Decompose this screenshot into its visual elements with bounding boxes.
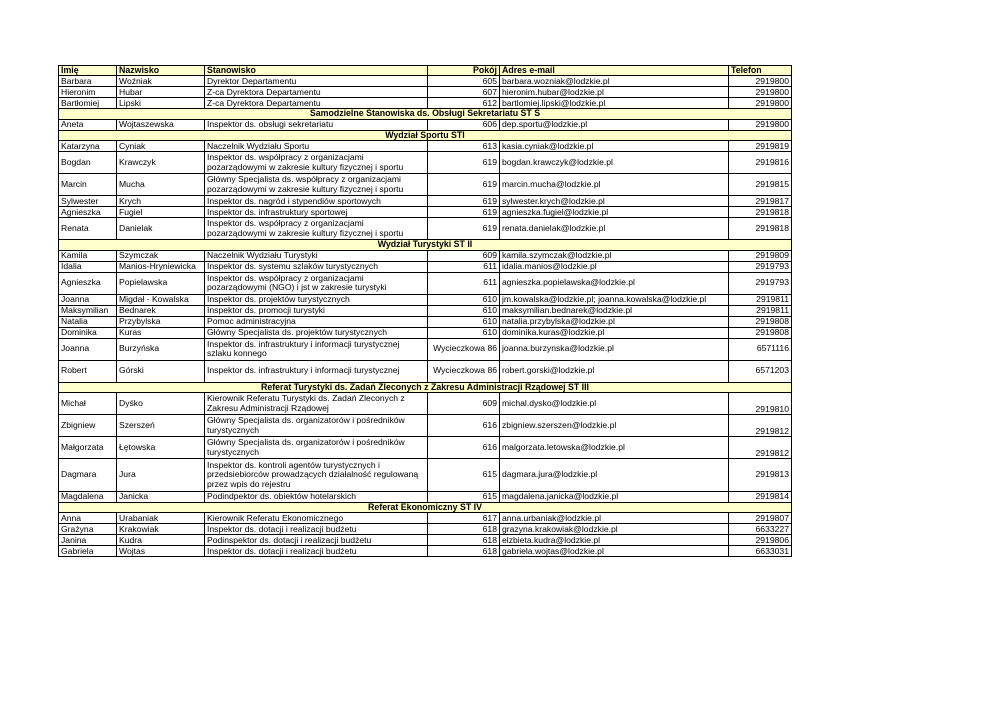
table-row xyxy=(59,415,792,437)
cell-email: agnieszka.popielawska@lodzkie.pl xyxy=(500,272,729,294)
cell-stanowisko: Główny Specjalista ds. współpracy z organizacjami pozarządowymi w zakresie kultury fizycznej i sportu xyxy=(205,174,428,196)
cell-pokoj: 609 xyxy=(428,250,500,261)
cell-stanowisko: Główny Specjalista ds. organizatorów i pośredników turystycznych xyxy=(205,437,428,459)
section-row xyxy=(59,130,792,140)
cell-imie: Janina xyxy=(59,535,117,546)
cell-pokoj: 610 xyxy=(428,327,500,338)
cell-nazwisko: Manios-Hryniewicka xyxy=(117,261,205,272)
cell-stanowisko: Główny Specjalista ds. projektów turystycznych xyxy=(205,327,428,338)
cell-stanowisko: Z-ca Dyrektora Departamentu xyxy=(205,87,428,98)
cell-imie: Gabriela xyxy=(59,546,117,557)
cell-nazwisko: Woźniak xyxy=(117,76,205,87)
cell-email: robert.gorski@lodzkie.pl xyxy=(500,360,729,382)
cell-stanowisko: Dyrektor Departamentu xyxy=(205,76,428,87)
cell-email: barbara.wozniak@lodzkie.pl xyxy=(500,76,729,87)
cell-pokoj: 619 xyxy=(428,174,500,196)
cell-stanowisko: Kierownik Referatu Ekonomicznego xyxy=(205,513,428,524)
cell-stanowisko: Inspektor ds. współpracy z organizacjami pozarządowymi w zakresie kultury fizycznej i sportu xyxy=(205,218,428,240)
cell-telefon: 2919806 xyxy=(729,535,792,546)
cell-email: magdalena.janicka@lodzkie.pl xyxy=(500,492,729,503)
cell-pokoj: 619 xyxy=(428,152,500,174)
cell-telefon: 2919818 xyxy=(729,218,792,240)
cell-imie: Marcin xyxy=(59,174,117,196)
cell-telefon: 2919812 xyxy=(729,415,792,437)
cell-telefon: 2919793 xyxy=(729,261,792,272)
cell-imie: Agnieszka xyxy=(59,272,117,294)
cell-nazwisko: Danielak xyxy=(117,218,205,240)
cell-pokoj: 617 xyxy=(428,513,500,524)
table-row xyxy=(59,98,792,109)
cell-email: bogdan.krawczyk@lodzkie.pl xyxy=(500,152,729,174)
cell-telefon: 2919807 xyxy=(729,513,792,524)
table-row xyxy=(59,119,792,130)
table-row xyxy=(59,305,792,316)
cell-stanowisko: Inspektor ds. projektów turystycznych xyxy=(205,294,428,305)
cell-stanowisko: Inspektor ds. infrastruktury i informacji turystycznej szlaku konnego xyxy=(205,338,428,360)
cell-nazwisko: Kuras xyxy=(117,327,205,338)
section-title: Wydział Turystyki ST II xyxy=(59,240,792,250)
table-row xyxy=(59,338,792,360)
cell-imie: Maksymilian xyxy=(59,305,117,316)
section-title: Samodzielne Stanowiska ds. Obsługi Sekretariatu ST S xyxy=(59,109,792,119)
cell-stanowisko: Inspektor ds. nagród i stypendiów sportowych xyxy=(205,196,428,207)
cell-stanowisko: Główny Specjalista ds. organizatorów i pośredników turystycznych xyxy=(205,415,428,437)
cell-nazwisko: Burzyńska xyxy=(117,338,205,360)
cell-imie: Bartłomiej xyxy=(59,98,117,109)
cell-email: marcin.mucha@lodzkie.pl xyxy=(500,174,729,196)
cell-stanowisko: Inspektor ds. systemu szlaków turystycznych xyxy=(205,261,428,272)
cell-email: anna.urbaniak@lodzkie.pl xyxy=(500,513,729,524)
cell-pokoj: 611 xyxy=(428,261,500,272)
cell-pokoj: 610 xyxy=(428,316,500,327)
cell-email: agnieszka.fugiel@lodzkie.pl xyxy=(500,207,729,218)
cell-nazwisko: Przybylska xyxy=(117,316,205,327)
cell-telefon: 2919800 xyxy=(729,76,792,87)
cell-email: kasia.cyniak@lodzkie.pl xyxy=(500,141,729,152)
cell-imie: Kamila xyxy=(59,250,117,261)
cell-pokoj: Wycieczkowa 86 xyxy=(428,360,500,382)
cell-pokoj: 615 xyxy=(428,459,500,492)
cell-telefon: 2919811 xyxy=(729,305,792,316)
cell-stanowisko: Podinspektor ds. dotacji i realizacji budżetu xyxy=(205,535,428,546)
table-row xyxy=(59,437,792,459)
cell-telefon: 6633031 xyxy=(729,546,792,557)
cell-email: hieronim.hubar@lodzkie.pl xyxy=(500,87,729,98)
table-row xyxy=(59,327,792,338)
cell-pokoj: 609 xyxy=(428,393,500,415)
header-imie: Imię xyxy=(59,66,117,76)
cell-telefon: 2919813 xyxy=(729,459,792,492)
header-pokoj: Pokój xyxy=(428,66,500,76)
cell-nazwisko: Łętowska xyxy=(117,437,205,459)
cell-pokoj: Wycieczkowa 86 xyxy=(428,338,500,360)
cell-imie: Anna xyxy=(59,513,117,524)
cell-stanowisko: Naczelnik Wydziału Sportu xyxy=(205,141,428,152)
cell-telefon: 2919817 xyxy=(729,196,792,207)
table-row xyxy=(59,152,792,174)
table-row xyxy=(59,492,792,503)
section-title: Wydział Sportu STI xyxy=(59,130,792,140)
cell-nazwisko: Krawczyk xyxy=(117,152,205,174)
cell-imie: Dagmara xyxy=(59,459,117,492)
cell-nazwisko: Bednarek xyxy=(117,305,205,316)
cell-nazwisko: Krakowiak xyxy=(117,524,205,535)
cell-stanowisko: Inspektor ds. współpracy z organizacjami pozarządowymi (NGO) i jst w zakresie turystyki xyxy=(205,272,428,294)
cell-stanowisko: Inspektor ds. kontroli agentów turystycznych i przedsiebiorców prowadzących działalność regulowaną przez wpis do rejestru xyxy=(205,459,428,492)
cell-imie: Michał xyxy=(59,393,117,415)
cell-telefon: 2919808 xyxy=(729,316,792,327)
cell-stanowisko: Inspektor ds. infrastruktury i informacji turystycznej xyxy=(205,360,428,382)
cell-pokoj: 610 xyxy=(428,305,500,316)
cell-telefon: 6571116 xyxy=(729,338,792,360)
staff-directory-table xyxy=(58,65,792,557)
cell-imie: Katarzyna xyxy=(59,141,117,152)
cell-pokoj: 619 xyxy=(428,218,500,240)
cell-pokoj: 615 xyxy=(428,492,500,503)
cell-stanowisko: Inspektor ds. dotacji i realizacji budżetu xyxy=(205,524,428,535)
cell-imie: Idalia xyxy=(59,261,117,272)
cell-stanowisko: Pomoc administracyjna xyxy=(205,316,428,327)
table-row xyxy=(59,546,792,557)
cell-telefon: 6633227 xyxy=(729,524,792,535)
table-row xyxy=(59,196,792,207)
section-title: Referat Turystyki ds. Zadań Zleconych z Zakresu Administracji Rządowej ST III xyxy=(59,382,792,392)
cell-email: kamila.szymczak@lodzkie.pl xyxy=(500,250,729,261)
cell-nazwisko: Urabaniak xyxy=(117,513,205,524)
cell-pokoj: 616 xyxy=(428,437,500,459)
table-row xyxy=(59,272,792,294)
cell-pokoj: 619 xyxy=(428,207,500,218)
cell-telefon: 2919810 xyxy=(729,393,792,415)
cell-telefon: 2919818 xyxy=(729,207,792,218)
cell-email: bartlomiej.lipski@lodzkie.pl xyxy=(500,98,729,109)
cell-nazwisko: Wojtas xyxy=(117,546,205,557)
cell-nazwisko: Dyśko xyxy=(117,393,205,415)
cell-nazwisko: Jura xyxy=(117,459,205,492)
table-row xyxy=(59,76,792,87)
cell-telefon: 2919812 xyxy=(729,437,792,459)
cell-telefon: 2919793 xyxy=(729,272,792,294)
cell-imie: Joanna xyxy=(59,338,117,360)
table-row xyxy=(59,87,792,98)
cell-stanowisko: Kierownik Referatu Turystyki ds. Zadań Zleconych z Zakresu Administracji Rządowej xyxy=(205,393,428,415)
table-row xyxy=(59,174,792,196)
cell-pokoj: 606 xyxy=(428,119,500,130)
cell-imie: Grażyna xyxy=(59,524,117,535)
header-telefon: Telefon xyxy=(729,66,792,76)
header-row xyxy=(59,66,792,76)
cell-email: dominika.kuras@lodzkie.pl xyxy=(500,327,729,338)
cell-telefon: 2919819 xyxy=(729,141,792,152)
cell-imie: Robert xyxy=(59,360,117,382)
table-row xyxy=(59,459,792,492)
cell-pokoj: 611 xyxy=(428,272,500,294)
cell-email: renata.danielak@lodzkie.pl xyxy=(500,218,729,240)
cell-imie: Zbigniew xyxy=(59,415,117,437)
cell-email: gabriela.wojtas@lodzkie.pl xyxy=(500,546,729,557)
table-row xyxy=(59,535,792,546)
cell-imie: Hieronim xyxy=(59,87,117,98)
cell-pokoj: 616 xyxy=(428,415,500,437)
cell-nazwisko: Hubar xyxy=(117,87,205,98)
cell-email: grazyna.krakowiak@lodzkie.pl xyxy=(500,524,729,535)
cell-telefon: 6571203 xyxy=(729,360,792,382)
header-email: Adres e-mail xyxy=(500,66,729,76)
cell-nazwisko: Krych xyxy=(117,196,205,207)
cell-pokoj: 613 xyxy=(428,141,500,152)
cell-email: sylwester.krych@lodzkie.pl xyxy=(500,196,729,207)
table-row xyxy=(59,524,792,535)
cell-email: maksymilian.bednarek@lodzkie.pl xyxy=(500,305,729,316)
cell-email: michal.dysko@lodzkie.pl xyxy=(500,393,729,415)
section-row xyxy=(59,503,792,513)
cell-email: dagmara.jura@lodzkie.pl xyxy=(500,459,729,492)
cell-imie: Agnieszka xyxy=(59,207,117,218)
table-row xyxy=(59,207,792,218)
section-row xyxy=(59,109,792,119)
cell-imie: Bogdan xyxy=(59,152,117,174)
cell-imie: Magdalena xyxy=(59,492,117,503)
cell-imie: Sylwester xyxy=(59,196,117,207)
cell-telefon: 2919815 xyxy=(729,174,792,196)
cell-nazwisko: Górski xyxy=(117,360,205,382)
table-row xyxy=(59,393,792,415)
cell-pokoj: 618 xyxy=(428,546,500,557)
section-title: Referat Ekonomiczny ST IV xyxy=(59,503,792,513)
cell-nazwisko: Mucha xyxy=(117,174,205,196)
cell-pokoj: 610 xyxy=(428,294,500,305)
cell-telefon: 2919809 xyxy=(729,250,792,261)
cell-telefon: 2919800 xyxy=(729,119,792,130)
section-row xyxy=(59,382,792,392)
cell-pokoj: 612 xyxy=(428,98,500,109)
section-row xyxy=(59,240,792,250)
header-nazwisko: Nazwisko xyxy=(117,66,205,76)
cell-imie: Natalia xyxy=(59,316,117,327)
cell-telefon: 2919816 xyxy=(729,152,792,174)
table-row xyxy=(59,316,792,327)
cell-imie: Renata xyxy=(59,218,117,240)
table-row xyxy=(59,218,792,240)
cell-nazwisko: Janicka xyxy=(117,492,205,503)
cell-imie: Małgorzata xyxy=(59,437,117,459)
table-row xyxy=(59,250,792,261)
table-row xyxy=(59,261,792,272)
cell-telefon: 2919800 xyxy=(729,87,792,98)
cell-email: elzbieta.kudra@lodzkie.pl xyxy=(500,535,729,546)
cell-email: joanna.burzynska@lodzkie.pl xyxy=(500,338,729,360)
cell-stanowisko: Inspektor ds. obsługi sekretariatu xyxy=(205,119,428,130)
cell-nazwisko: Szymczak xyxy=(117,250,205,261)
cell-pokoj: 618 xyxy=(428,535,500,546)
cell-telefon: 2919800 xyxy=(729,98,792,109)
cell-stanowisko: Inspektor ds. infrastruktury sportowej xyxy=(205,207,428,218)
table-row xyxy=(59,360,792,382)
cell-nazwisko: Popielawska xyxy=(117,272,205,294)
cell-email: idalia.manios@lodzkie.pl xyxy=(500,261,729,272)
cell-nazwisko: Cyniak xyxy=(117,141,205,152)
cell-email: zbigniew.szerszen@lodzkie.pl xyxy=(500,415,729,437)
cell-email: jm.kowalska@lodzkie.pl; joanna.kowalska@lodzkie.pl xyxy=(500,294,729,305)
header-stanowisko: Stanowisko xyxy=(205,66,428,76)
cell-stanowisko: Inspektor ds. dotacji i realizacji budżetu xyxy=(205,546,428,557)
cell-pokoj: 619 xyxy=(428,196,500,207)
cell-email: malgorzata.letowska@lodzkie.pl xyxy=(500,437,729,459)
cell-imie: Aneta xyxy=(59,119,117,130)
cell-stanowisko: Inspektor ds. promocji turystyki xyxy=(205,305,428,316)
cell-pokoj: 605 xyxy=(428,76,500,87)
cell-nazwisko: Lipski xyxy=(117,98,205,109)
cell-pokoj: 607 xyxy=(428,87,500,98)
cell-imie: Dominika xyxy=(59,327,117,338)
cell-telefon: 2919814 xyxy=(729,492,792,503)
table-row xyxy=(59,513,792,524)
cell-nazwisko: Kudra xyxy=(117,535,205,546)
table-row xyxy=(59,141,792,152)
cell-telefon: 2919808 xyxy=(729,327,792,338)
cell-stanowisko: Z-ca Dyrektora Departamentu xyxy=(205,98,428,109)
cell-stanowisko: Naczelnik Wydziału Turystyki xyxy=(205,250,428,261)
cell-telefon: 2919811 xyxy=(729,294,792,305)
cell-email: natalia.przybylska@lodzkie.pl xyxy=(500,316,729,327)
cell-nazwisko: Fugiel xyxy=(117,207,205,218)
cell-nazwisko: Migdał - Kowalska xyxy=(117,294,205,305)
cell-nazwisko: Szerszeń xyxy=(117,415,205,437)
cell-imie: Barbara xyxy=(59,76,117,87)
cell-stanowisko: Podindpektor ds. obiektów hotelarskich xyxy=(205,492,428,503)
cell-stanowisko: Inspektor ds. współpracy z organizacjami pozarządowymi w zakresie kultury fizycznej i sportu xyxy=(205,152,428,174)
cell-nazwisko: Wojtaszewska xyxy=(117,119,205,130)
cell-email: dep.sportu@lodzkie.pl xyxy=(500,119,729,130)
table-body xyxy=(59,66,792,557)
cell-imie: Joanna xyxy=(59,294,117,305)
table-row xyxy=(59,294,792,305)
cell-pokoj: 618 xyxy=(428,524,500,535)
